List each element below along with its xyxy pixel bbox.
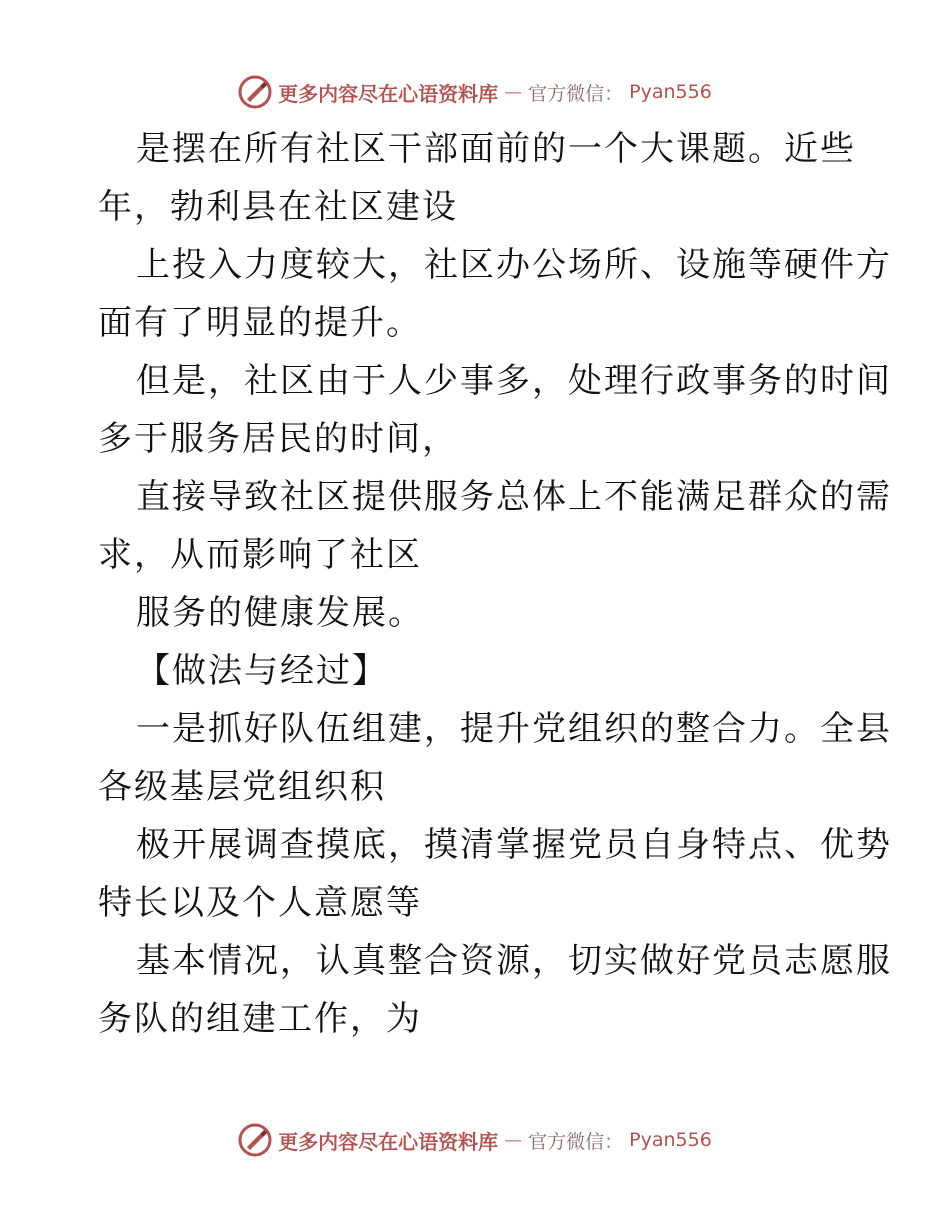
footer-banner [0, 1120, 950, 1160]
text-line: 年，勃利县在社区建设 [98, 187, 458, 227]
banner-main-text: 更多内容尽在心语资料库 [278, 81, 499, 106]
banner-wechat-id: Pyan556 [629, 81, 712, 103]
document-body [98, 120, 892, 1048]
text-line: 多于服务居民的时间， [98, 419, 458, 459]
text-line: 极开展调查摸底，摸清掌握党员自身特点、优势 [136, 825, 892, 865]
banner-main-text: 更多内容尽在心语资料库 [278, 1129, 499, 1154]
text-line: 特长以及个人意愿等 [98, 883, 422, 923]
banner-wechat-id: Pyan556 [629, 1129, 712, 1151]
header-banner [0, 72, 950, 112]
text-line: 基本情况，认真整合资源，切实做好党员志愿服 [136, 941, 892, 981]
banner-wechat-label: 官方微信： [528, 82, 624, 105]
banner-separator: — [504, 81, 523, 103]
pen-logo-icon [238, 1123, 272, 1157]
text-line: 直接导致社区提供服务总体上不能满足群众的需 [136, 477, 892, 517]
banner-separator: — [504, 1129, 523, 1151]
text-line: 务队的组建工作，为 [98, 999, 422, 1039]
banner-wechat-label: 官方微信： [528, 1130, 624, 1153]
text-line: 是摆在所有社区干部面前的一个大课题。近些 [136, 129, 856, 169]
section-heading: 【做法与经过】 [136, 651, 388, 691]
pen-logo-icon [238, 75, 272, 109]
text-line: 上投入力度较大，社区办公场所、设施等硬件方 [136, 245, 892, 285]
text-line: 面有了明显的提升。 [98, 303, 422, 343]
text-line: 求，从而影响了社区 [98, 535, 422, 575]
text-line: 服务的健康发展。 [136, 593, 424, 633]
text-line: 各级基层党组织积 [98, 767, 386, 807]
text-line: 但是，社区由于人少事多，处理行政事务的时间 [136, 361, 892, 401]
text-line: 一是抓好队伍组建，提升党组织的整合力。全县 [136, 709, 892, 749]
